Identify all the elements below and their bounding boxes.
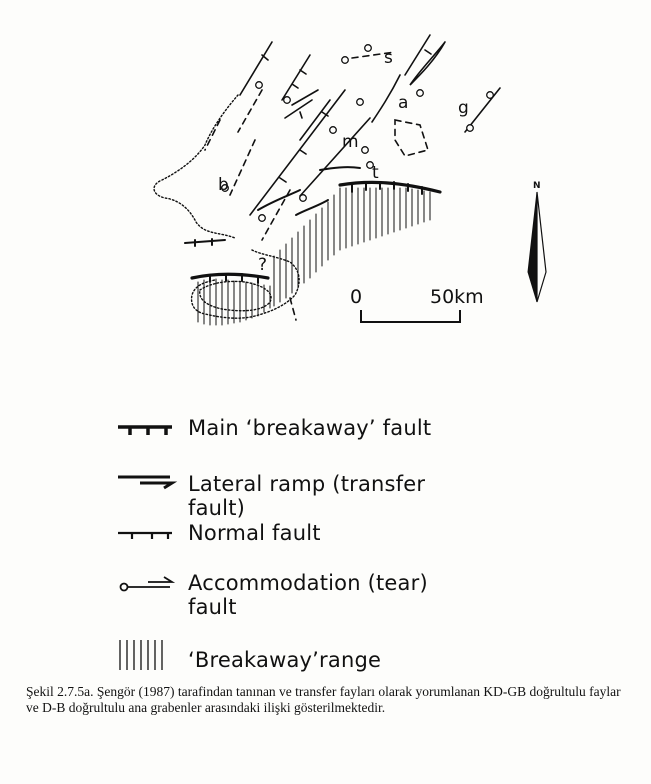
lateral-ramp-symbol bbox=[118, 477, 172, 488]
coastline bbox=[154, 95, 299, 318]
svg-text:0: 0 bbox=[350, 286, 363, 308]
svg-text:N: N bbox=[533, 181, 541, 191]
map-label-g: g bbox=[458, 98, 469, 118]
normal-fault-symbol bbox=[118, 533, 172, 539]
main-breakaway-fault bbox=[340, 182, 440, 192]
figure-caption: Şekil 2.7.5a. Şengör (1987) tarafindan tanınan ve transfer fayları olarak yorumlanan KD-GB doğrultulu faylar ve D-B doğrultulu ana grabenler arasındaki ilişki gösterilmektedir. bbox=[26, 684, 621, 715]
legend-symbols bbox=[110, 415, 185, 675]
north-arrow bbox=[528, 181, 546, 302]
svg-text:50km: 50km bbox=[430, 286, 484, 308]
legend-accommodation: Accommodation (tear) fault bbox=[188, 571, 428, 619]
main-breakaway-symbol bbox=[118, 427, 172, 435]
accommodation-symbol bbox=[121, 577, 173, 591]
map-label-question: ? bbox=[258, 255, 268, 275]
legend-breakaway-range: ‘Breakaway’range bbox=[188, 648, 382, 672]
map-label-b: b bbox=[218, 175, 229, 195]
legend-lateral-ramp: Lateral ramp (transfer fault) bbox=[188, 472, 426, 520]
map-label-t: t bbox=[372, 163, 379, 183]
breakaway-range-symbol bbox=[120, 640, 162, 670]
map-label-a: a bbox=[398, 93, 409, 113]
breakaway-range-hatch bbox=[198, 188, 430, 325]
scale-bar bbox=[350, 286, 484, 322]
legend-main-breakaway: Main ‘breakaway’ fault bbox=[188, 416, 432, 440]
legend-normal-fault: Normal fault bbox=[188, 521, 321, 545]
map-label-s: s bbox=[384, 48, 393, 68]
map-label-m: m bbox=[342, 132, 359, 152]
